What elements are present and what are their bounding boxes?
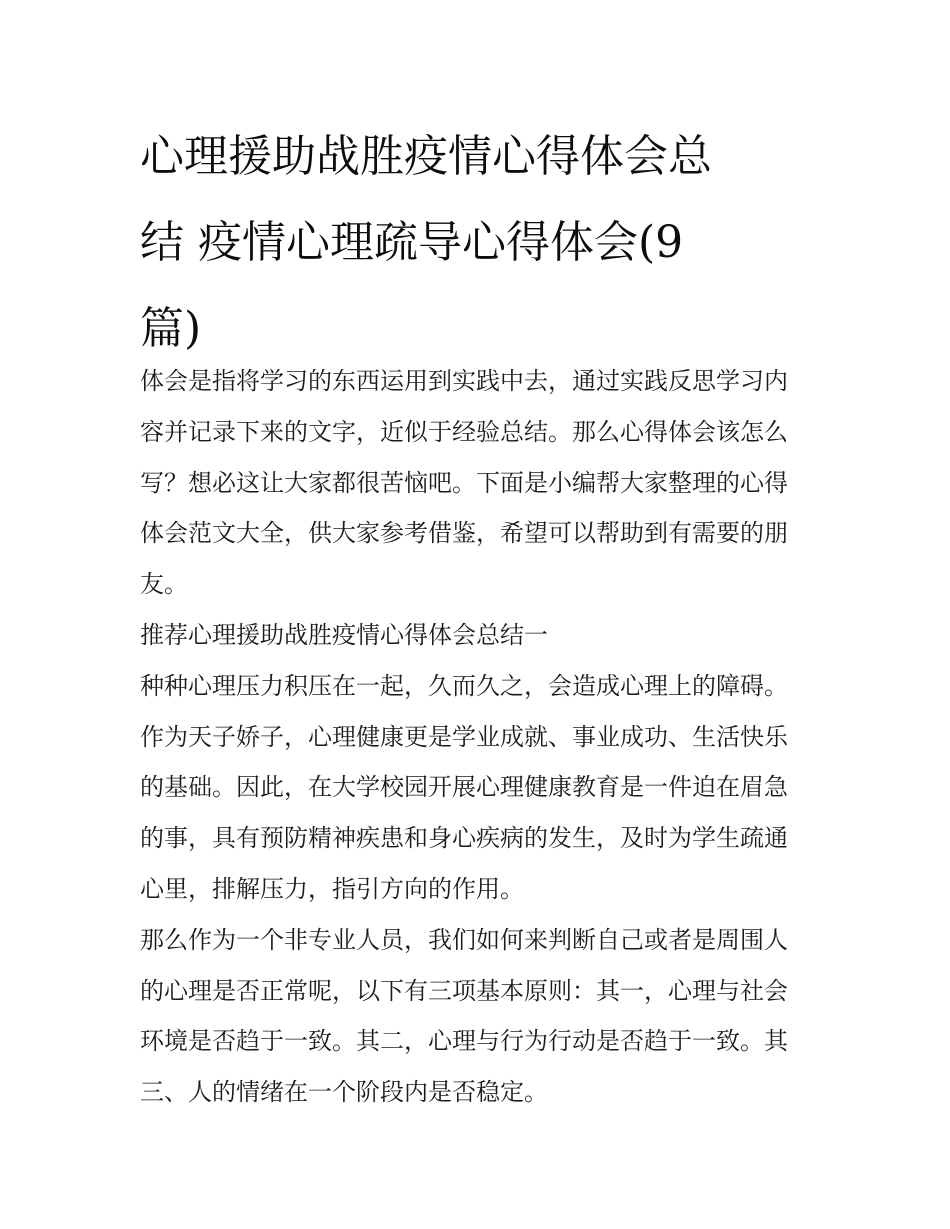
- text-line: 的基础。因此，在大学校园开展心理健康教育是一件迫在眉急: [140, 773, 788, 802]
- text-line: 那么作为一个非专业人员，我们如何来判断自己或者是周围人: [140, 925, 788, 954]
- title-line: 心理援助战胜疫情心得体会总: [140, 131, 712, 182]
- paragraph-2: [140, 915, 820, 1118]
- text-line: 写？想必这让大家都很苦恼吧。下面是小编帮大家整理的心得: [140, 468, 788, 497]
- text-line: 容并记录下来的文字，近似于经验总结。那么心得体会该怎么: [140, 417, 788, 446]
- title-line: 结 疫情心理疏导心得体会(9: [140, 217, 684, 268]
- text-line: 的心理是否正常呢，以下有三项基本原则：其一，心理与社会: [140, 976, 788, 1005]
- section-heading: 推荐心理援助战胜疫情心得体会总结一: [140, 620, 548, 649]
- text-line: 作为天子娇子，心理健康更是学业成就、事业成功、生活快乐: [140, 722, 788, 751]
- title-line: 篇): [140, 303, 202, 354]
- text-line: 体会范文大全，供大家参考借鉴，希望可以帮助到有需要的朋: [140, 519, 788, 548]
- document-body: [140, 356, 820, 1118]
- text-line: 友。: [140, 570, 188, 599]
- text-line: 体会是指将学习的东西运用到实践中去，通过实践反思学习内: [140, 367, 788, 395]
- text-line: 的事，具有预防精神疾患和身心疾病的发生，及时为学生疏通: [140, 824, 788, 853]
- text-line: 种种心理压力积压在一起，久而久之，会造成心理上的障碍。: [140, 671, 788, 700]
- text-line: 环境是否趋于一致。其二，心理与行为行动是否趋于一致。其: [140, 1027, 788, 1056]
- text-line: 心里，排解压力，指引方向的作用。: [140, 874, 524, 903]
- text-line: 三、人的情绪在一个阶段内是否稳定。: [140, 1078, 548, 1107]
- paragraph-1: [140, 661, 820, 915]
- intro-paragraph: [140, 356, 820, 610]
- document-title: [140, 114, 812, 372]
